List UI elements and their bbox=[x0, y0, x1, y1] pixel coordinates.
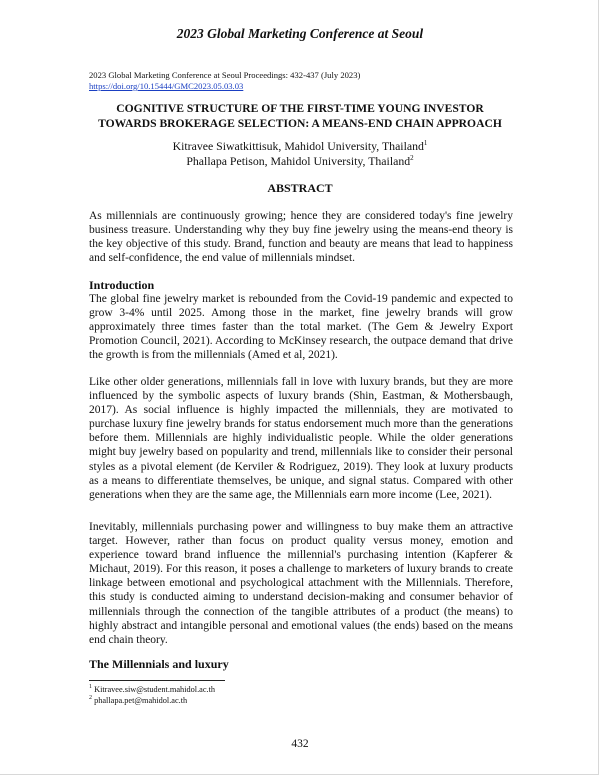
footnote-2-text: phallapa.pet@mahidol.ac.th bbox=[94, 696, 188, 705]
abstract-heading: ABSTRACT bbox=[267, 181, 333, 195]
author-1 bbox=[0, 139, 600, 154]
abstract-text: As millennials are continuously growing; hence they are considered today's fine jewelry business treasure. Understanding why they buy fine jewelry using the means-end theory is the key objective of this study. Brand, function and beauty are means that lead to happiness and self-confidence, the end value of millennials mindset. bbox=[89, 210, 513, 265]
author-1-name: Kitravee Siwatkittisuk, Mahidol University, Thailand bbox=[172, 139, 424, 153]
author-1-mark: 1 bbox=[423, 139, 428, 148]
introduction-paragraph-3: Inevitably, millennials purchasing power and willingness to buy make them an attractive target. However, rather than focus on product quality versus money, emotion and experience toward brand influence the millennial's purchasing intention (Kapferer & Michaut, 2019). For this reason, it poses a challenge to marketers of luxury brands to create linkage between emotional and psychological attachment with the Millennials. Therefore, this study is conducted aiming to understand decision-making and consumer behavior of millennials through the connection of the tangible attributes of a product (the means) to highly abstract and intangible personal and emotional values (the ends) based on the means end chain theory. bbox=[89, 521, 513, 646]
introduction-heading: Introduction bbox=[89, 278, 155, 292]
proceedings-citation: 2023 Global Marketing Conference at Seoul Proceedings: 432-437 (July 2023) bbox=[89, 70, 361, 80]
author-list bbox=[0, 139, 600, 169]
title-line-2: TOWARDS BROKERAGE SELECTION: A MEANS-END CHAIN APPROACH bbox=[98, 117, 502, 130]
footnote-1-mark: 1 bbox=[89, 684, 92, 691]
page-number: 432 bbox=[291, 738, 309, 750]
footnote-2 bbox=[89, 696, 187, 706]
footnote-1-text: Kitravee.siw@student.mahidol.ac.th bbox=[94, 685, 216, 694]
proceedings-info bbox=[89, 70, 360, 92]
author-2-name: Phallapa Petison, Mahidol University, Thailand bbox=[186, 154, 411, 168]
title-line-1: COGNITIVE STRUCTURE OF THE FIRST-TIME YOUNG INVESTOR bbox=[116, 102, 484, 115]
section-heading-millennials: The Millennials and luxury bbox=[89, 657, 229, 671]
footnote-2-mark: 2 bbox=[89, 695, 92, 702]
conference-header: 2023 Global Marketing Conference at Seoul bbox=[176, 26, 424, 41]
footnote-rule bbox=[89, 680, 225, 681]
introduction-paragraph-2: Like other older generations, millennials fall in love with luxury brands, but they are more influenced by the symbolic aspects of luxury brands (Shin, Eastman, & Mothersbaugh, 2017). As social influence is highly impacted the millennials, they are motivated to purchase luxury fine jewelry brands for status endorsement much more than the generations before them. Millennials are highly individualistic people. While the older generations might buy jewelry based on popularity and trend, millennials like to consider their personal styles as a pivotal element (de Kerviler & Rodriguez, 2019). They look at luxury products as a means to differentiate themselves, be unique, and signal status. Compared with other generations when they are the same age, the Millennials earn more income (Lee, 2021). bbox=[89, 376, 513, 501]
paper-title bbox=[60, 101, 540, 131]
author-2-mark: 2 bbox=[410, 154, 414, 163]
author-2 bbox=[0, 154, 600, 169]
doi-link[interactable]: https://doi.org/10.15444/GMC2023.05.03.03 bbox=[89, 81, 244, 91]
footnote-1 bbox=[89, 685, 215, 695]
introduction-paragraph-1: The global fine jewelry market is rebounded from the Covid-19 pandemic and expected to grow 3-4% until 2025. Among those in the market, fine jewelry brands will grow approximately three times faster than the total market. (The Gem & Jewelry Export Promotion Council, 2021). According to McKinsey research, the outpace demand that drive the growth is from the millennials (Amed et al, 2021). bbox=[89, 293, 513, 362]
